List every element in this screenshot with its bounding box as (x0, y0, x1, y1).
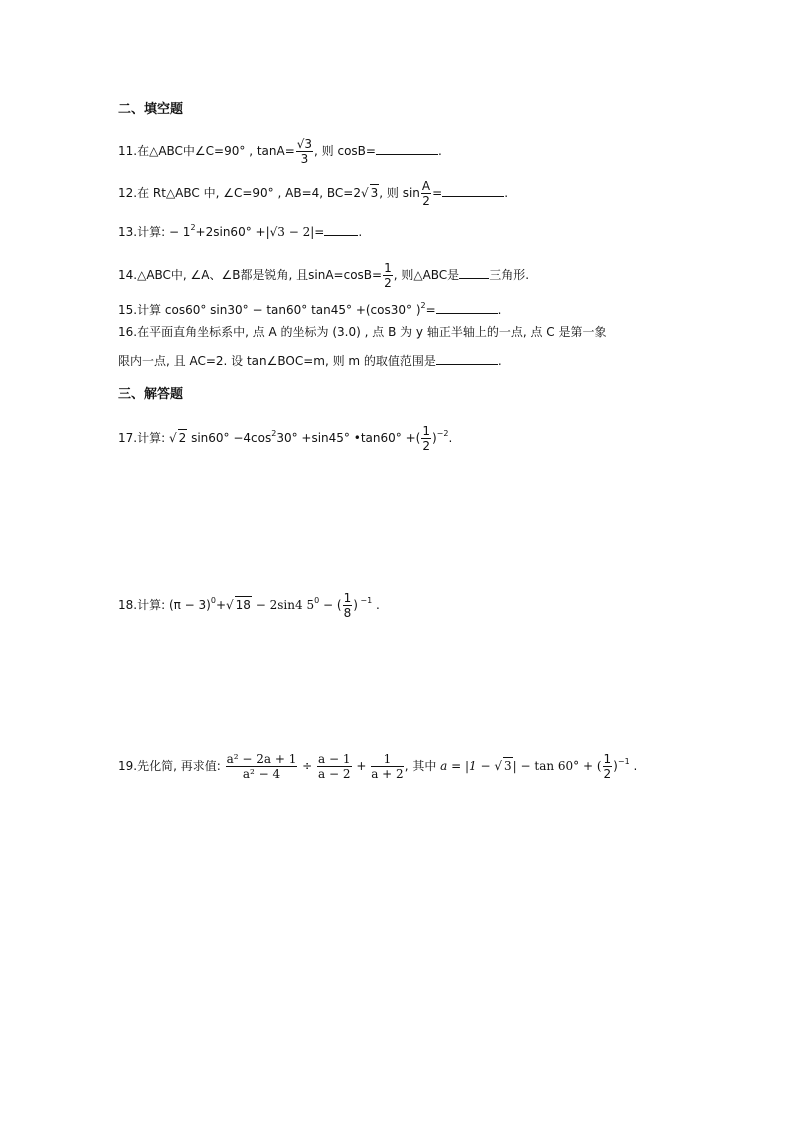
answer-blank[interactable] (436, 352, 498, 365)
question-19: 19.先化简, 再求值: $\frac{\text{a² − 2a + 1}}{\text{a² − 4}}$ ÷ $\frac{a - 1}{a - 2}$ + $\frac{1}{a + 2}$ , 其中 a = |1 − √ 3| − tan 60° + ( $\frac{1}{2}$ )$^{-1}$ . (118, 752, 638, 781)
answer-blank[interactable] (376, 142, 438, 155)
question-16-line-1: 16.在平面直角坐标系中, 点 A 的坐标为 (3.0) , 点 B 为 y 轴正半轴上的一点, 点 C 是第一象 (118, 325, 607, 339)
question-13: 13.计算: − $1^2+2\sin 60^\circ +|√3 - 2|=$ . (118, 223, 363, 239)
fraction-1-over-8: $\frac{1}{8}$ (343, 591, 352, 620)
question-16-line-2: 限内一点, 且 AC=2. 设 tan∠BOC=m, 则 m 的取值范围是 . (118, 354, 502, 368)
fraction-a-over-2: $\frac{A}{2}$ (421, 179, 431, 208)
question-12: 12.在 Rt△ABC 中, ∠C=90° , AB=4, BC=2√ 3, 则 sin $\frac{A}{2}$ = . (118, 179, 509, 208)
question-18: 18.计算: $(\pi - 3)^0+√$ 18 − 2sin4 $5^0$ − ( $\frac{1}{8}$ ) $^{-1}$ . (118, 591, 380, 620)
fraction-sqrt3-over-3: $\frac{√3}{3}$ (296, 137, 313, 166)
question-14: 14.△ABC中, ∠A、∠B都是锐角, 且sinA=cosB= $\frac{1}{2}$ , 则△ABC是 三角形. (118, 261, 530, 290)
fraction-1-over-2: $\frac{1}{2}$ (422, 424, 430, 453)
section-title-fill-in: 二、填空题 (118, 102, 184, 117)
answer-blank[interactable] (324, 223, 358, 236)
question-11: 11.在△ABC中∠C=90° , tanA= $\frac{√3}{3}$ , 则 cosB= . (118, 137, 442, 166)
fraction-3: $\frac{1}{a + 2}$ (371, 752, 404, 781)
fraction-1-over-2: $\frac{1}{2}$ (384, 261, 392, 290)
fraction-1-over-2: $\frac{1}{2}$ (603, 752, 612, 781)
section-title-solve: 三、解答题 (118, 387, 184, 402)
answer-blank[interactable] (442, 184, 504, 197)
question-17: 17.计算: √ 2 $\sin 60^\circ -4\cos^230^\circ +\sin 45^\circ$ •tan60° +( $\frac{1}{2}$ )$^{-2}$. (118, 424, 453, 453)
answer-blank[interactable] (459, 266, 489, 279)
fraction-2: $\frac{a - 1}{a - 2}$ (318, 752, 351, 781)
question-15: 15.计算 cos60° sin30° − tan60° tan45° +(cos30° )$^2$= . (118, 301, 502, 317)
answer-blank[interactable] (436, 301, 498, 314)
fraction-1: $\frac{\text{a² − 2a + 1}}{\text{a² − 4}}$ (226, 752, 297, 781)
